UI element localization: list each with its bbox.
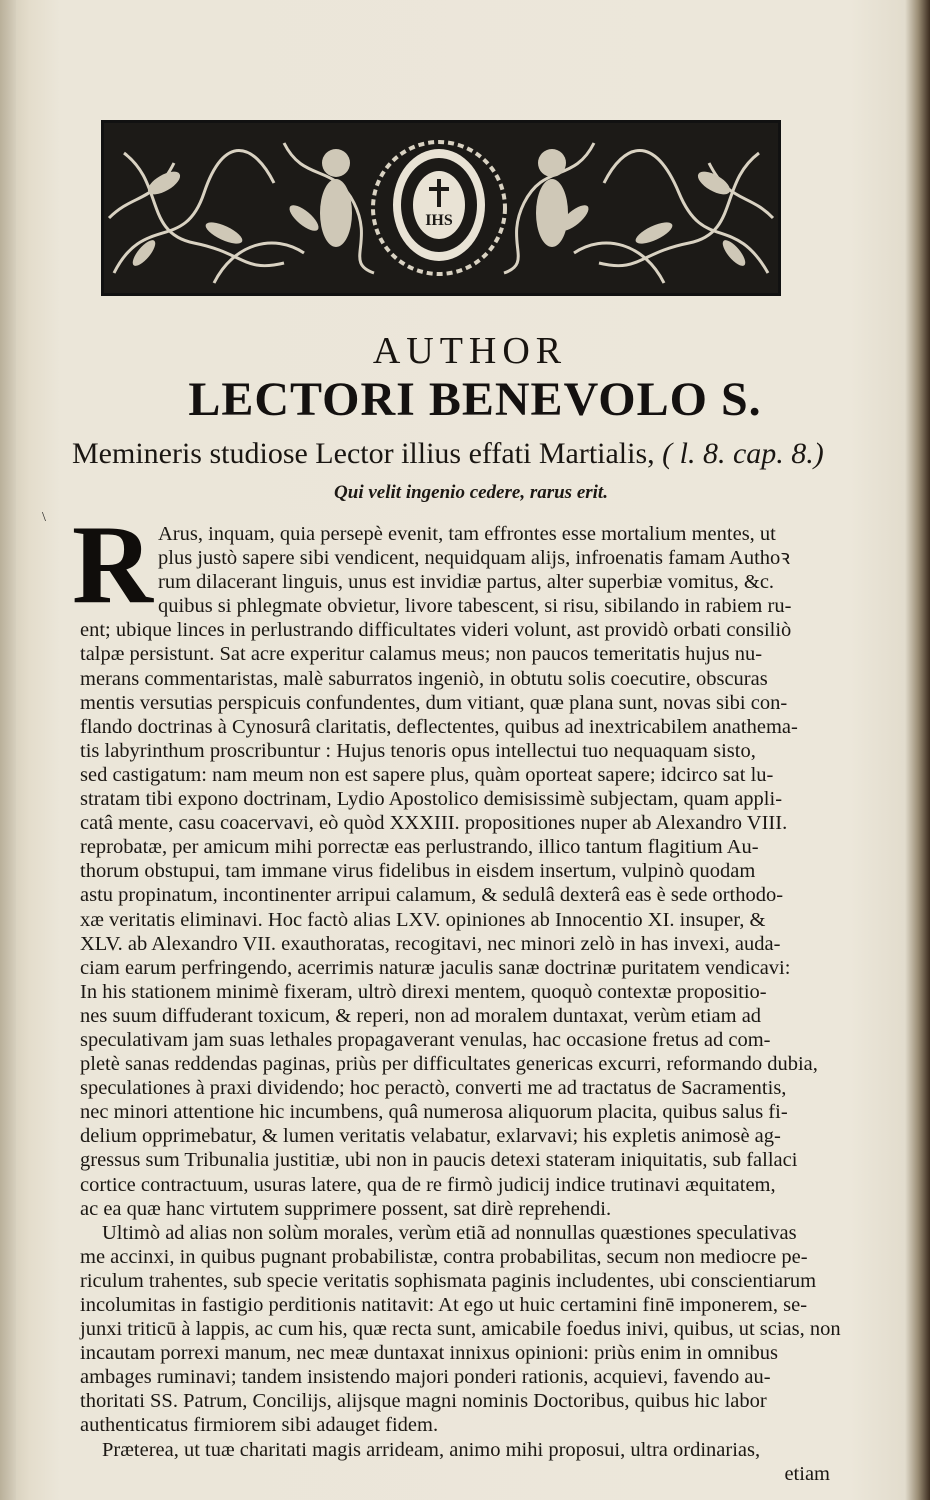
- svg-text:IHS: IHS: [425, 212, 453, 229]
- title-lectori: LECTORI BENEVOLO S.: [188, 373, 762, 426]
- body-line: riculum trahentes, sub specie veritatis sophismata paginis includentes, ubi conscientiarum: [80, 1269, 817, 1292]
- body-line: plus justò sapere sibi vendicent, nequidquam alijs, infroenatis famam Authoꝛ: [158, 547, 790, 570]
- body-line: ent; ubique linces in perlustrando difficultates videri volunt, ast providò orbati consiliò: [80, 619, 792, 642]
- title-author: AUTHOR: [372, 330, 568, 372]
- body-line: mentis versutias perspicuis confundentes, dum vitiant, quæ plana sunt, novas sibi con-: [80, 691, 788, 714]
- body-line: me accinxi, in quibus pugnant probabilistæ, contra probabilitas, secum non mediocre pe-: [80, 1245, 808, 1268]
- body-line: cortice contractuum, usuras latere, qua de re firmò judicij indice trutinavi æquitatem,: [80, 1173, 776, 1196]
- body-line: talpæ persistunt. Sat acre experitur calamus meus; non paucos temeritatis hujus nu-: [80, 643, 763, 666]
- body-line: XLV. ab Alexandro VII. exauthoratas, recogitavi, nec minori zelò in has invexi, auda-: [80, 932, 781, 955]
- body-line: In his stationem minimè fixeram, ultrò direxi mentem, quoquò contextæ propositio-: [80, 980, 767, 1003]
- body-line: nec minori attentione hic incumbens, quâ numerosa aliquorum placita, quibus salus fi-: [80, 1101, 788, 1124]
- body-line: delium opprimebatur, & lumen veritatis velabatur, exlarvavi; his expletis animosè ag-: [80, 1125, 781, 1148]
- drop-capital: R: [72, 503, 153, 627]
- intro-citation: ( l. 8. cap. 8.): [662, 437, 824, 470]
- body-line: Præterea, ut tuæ charitati magis arrideam, animo mihi proposui, ultra ordinarias,: [102, 1438, 761, 1461]
- woodcut-headpiece: [101, 120, 781, 296]
- body-line: speculativam jam suas lethales propagaverant venulas, hac occasione fretus ad com-: [80, 1028, 771, 1051]
- body-line: flando doctrinas à Cynosurâ claritatis, deflectentes, quibus ad inextricabilem anathema-: [80, 715, 798, 738]
- body-line: ciam earum perfringendo, acerrimis naturæ jaculis sanæ doctrinæ puritatem vendicavi:: [80, 956, 791, 979]
- body-line: reprobatæ, per amicum mihi porrectæ eas perlustrando, illico tantum flagitium Au-: [80, 836, 759, 859]
- body-line: Ultimò ad alias non solùm morales, verùm etiã ad nonnullas quæstiones speculativas: [102, 1221, 797, 1244]
- body-line: Arus, inquam, quia persepè evenit, tam effrontes esse mortalium mentes, ut: [158, 523, 776, 545]
- body-line: pletè sanas reddendas paginas, priùs per difficultates genericas excurri, reformando dubia,: [80, 1053, 818, 1076]
- body-line: stratam tibi expono doctrinam, Lydio Apostolico demisissimè subjectam, quam appli-: [80, 788, 783, 811]
- body-line: thorum obstupui, tam immane virus fidelibus in eisdem insertum, vulpinò quodam: [80, 860, 756, 883]
- body-line: authenticatus firmiorem sibi adauget fidem.: [80, 1414, 439, 1437]
- body-line: incautam porrexi manum, nec meæ duntaxat innixus opinioni: priùs enim in omnibus: [80, 1342, 779, 1365]
- body-line: quibus si phlegmate obvietur, livore tabescent, si risu, sibilando in rabiem ru-: [158, 595, 792, 618]
- body-line: catâ mente, casu coacervavi, eò quòd XXXIII. propositiones nuper ab Alexandro VIII.: [80, 812, 788, 835]
- body-line: incolumitas in fastigio perditionis natitavit: At ego ut huic certamini finē imponerem, se-: [80, 1294, 808, 1316]
- body-line: thoritati SS. Patrum, Concilijs, alijsque magni nominis Doctoribus, quibus hic labor: [80, 1390, 767, 1413]
- body-line: astu propinatum, incontinenter arripui calamum, & sedulâ dexterâ eas è sede orthodo-: [80, 884, 784, 907]
- gutter-shadow: [0, 0, 16, 1500]
- body-line: sed castigatum: nam meum non est sapere plus, quàm oporteat sapere; idcirco sat lu-: [80, 763, 774, 786]
- intro-text: Memineris studiose Lector illius effati Martialis,: [72, 437, 655, 470]
- body-line: merans commentaristas, malè saburratos ingeniò, in obtutu solis coecutire, obscuras: [80, 667, 768, 690]
- body-line: tis labyrinthum proscribuntur : Hujus tenoris opus intellectui tuo nequaquam sisto,: [80, 739, 756, 762]
- body-line: ambages ruminavi; tandem insistendo majori ponderi rationis, acquievi, favendo au-: [80, 1366, 771, 1389]
- body-line: nes suum diffuderant toxicum, & reperi, non ad moralem duntaxat, verùm etiam ad: [80, 1004, 762, 1027]
- margin-mark: \: [42, 510, 46, 525]
- body-line: rum dilacerant linguis, unus est invidiæ partus, alter superbiæ vomitus, &c.: [158, 571, 775, 594]
- body-line: etiam: [784, 1462, 830, 1485]
- ornament-illustration: [104, 123, 778, 293]
- body-line: xæ veritatis eliminavi. Hoc factò alias LXV. opiniones ab Innocentio XI. insuper, &: [80, 908, 766, 931]
- intro-line: [72, 437, 852, 471]
- body-line: speculationes à praxi dividendo; hoc peractò, converti me ad tractatus de Sacramentis,: [80, 1077, 787, 1100]
- body-line: gressus sum Tribunalia justitiæ, ubi non in paucis detexi stateram iniquitatis, sub fallaci: [80, 1149, 798, 1172]
- martial-quote: Qui velit ingenio cedere, rarus erit.: [334, 482, 608, 503]
- body-line: ac ea quæ hanc virtutem supprimere possent, sat dirè reprehendi.: [80, 1197, 612, 1220]
- body-line: junxi triticū à lappis, ac cum his, quæ recta sunt, amicabile foedus inivi, quibus, ut scias, non: [80, 1318, 841, 1341]
- body-text: [80, 522, 840, 1486]
